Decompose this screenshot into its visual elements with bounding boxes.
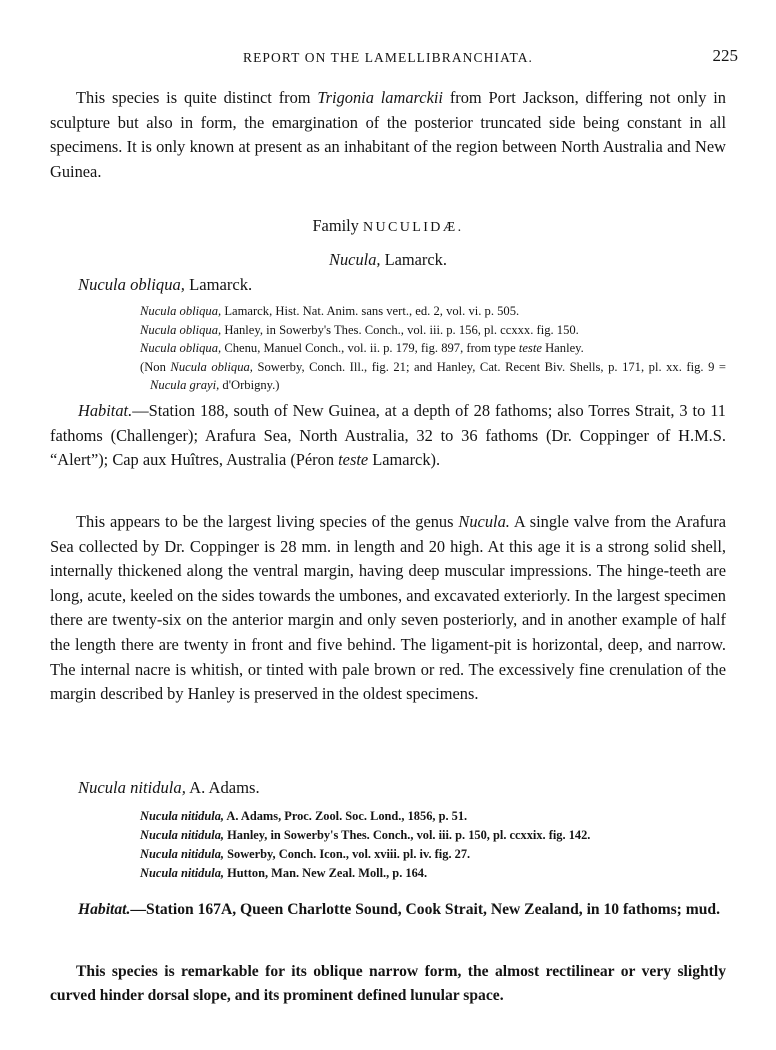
species-author: A. Adams. (185, 778, 260, 797)
habitat-text: —Station 188, south of New Guinea, at a depth of 28 fathoms; also Torres Strait, 3 to 11 fathoms (Challenger); Arafura Sea, North Australia, 32 to 36 fathoms (Dr. Coppinger of H.M.S. “Alert”); Cap aux Huîtres, Australia (Péron (50, 401, 726, 470)
synonymy-non-entry (140, 358, 726, 395)
genus-name: Nucula, (329, 250, 381, 269)
synonym-reference: Lamarck, Hist. Nat. Anim. sans vert., ed. 2, vol. vi. p. 505. (221, 304, 520, 318)
species-name: Nucula nitidula, (78, 778, 186, 797)
species-author: Lamarck. (184, 275, 253, 294)
synonym-reference: Sowerby, Conch. Icon., vol. xviii. pl. iv. fig. 27. (224, 847, 471, 861)
synonymy-entry (140, 302, 726, 321)
species-heading-nitidula (78, 778, 260, 798)
description-text-start: This appears to be the largest living species of the genus (76, 512, 459, 531)
habitat-obliqua (50, 399, 726, 473)
synonym-name: Nucula nitidula, (140, 847, 225, 861)
genus-author: Lamarck. (380, 250, 447, 269)
synonymy-entry (140, 321, 726, 340)
habitat-label: Habitat. (78, 901, 131, 918)
synonymy-entry (140, 826, 726, 845)
habitat-text: —Station 167A, Queen Charlotte Sound, Cook Strait, New Zealand, in 10 fathoms; mud. (130, 901, 720, 918)
description-text-end: A single valve from the Arafura Sea collected by Dr. Coppinger is 28 mm. in length and 20 high. At this age it is a strong solid shell, internally thickened along the ventral margin, having deep muscular impressions. The hinge-teeth are long, acute, keeled on the sides towards the umbones, and excavated exteriorly. In the largest specimen there are twenty-six on the anterior margin and only seven posteriorly, and in another example of half the length there are twenty in front and five behind. The ligament-pit is horizontal, deep, and narrow. The internal nacre is whitish, or tinted with pale brown or red. The excessively fine crenulation of the margin described by Hanley is preserved in the oldest specimens. (50, 512, 726, 704)
synonym-reference: Hanley, in Sowerby's Thes. Conch., vol. iii. p. 156, pl. ccxxx. fig. 150. (221, 322, 579, 337)
intro-text-end: from Port Jackson, differing not only in sculpture but also in form, the emargination of the posterior truncated side being constant in all specimens. It is only known at present as an inhabitant of the region between North Australia and New Guinea. (50, 88, 726, 181)
running-title: REPORT ON THE LAMELLIBRANCHIATA. (242, 50, 534, 65)
non-open: (Non (140, 359, 171, 374)
synonym-name: Nucula nitidula, (140, 809, 225, 823)
species-name: Nucula obliqua, (78, 275, 185, 294)
intro-species-name: Trigonia lamarckii (317, 88, 443, 107)
intro-text-start: This species is quite distinct from (76, 88, 318, 107)
genus-heading (0, 250, 776, 270)
synonym-teste: teste (518, 341, 542, 356)
synonymy-entry (140, 339, 726, 358)
family-name: NUCULIDÆ. (363, 220, 464, 235)
synonym-name: Nucula obliqua, (140, 341, 222, 356)
synonym-name: Nucula nitidula, (140, 866, 225, 880)
description-nitidula: This species is remarkable for its oblique narrow form, the almost rectilinear or very slightly curved hinder dorsal slope, and its prominent defined lunular space. (50, 963, 726, 1004)
synonymy-entry (140, 807, 726, 826)
habitat-label: Habitat. (78, 401, 133, 420)
synonym-reference: A. Adams, Proc. Zool. Soc. Lond., 1856, p. 51. (224, 809, 468, 823)
synonym-name: Nucula obliqua, (140, 304, 222, 318)
synonymy-list-obliqua (140, 302, 726, 395)
species-heading-obliqua (78, 275, 252, 295)
non-species-name-2: Nucula grayi, (150, 378, 220, 393)
synonymy-list-nitidula (140, 807, 726, 883)
page-number: 225 (712, 46, 738, 65)
synonym-name: Nucula obliqua, (140, 322, 222, 337)
synonym-reference: Hutton, Man. New Zeal. Moll., p. 164. (224, 866, 428, 880)
family-word: Family (312, 216, 359, 235)
family-heading (0, 216, 776, 236)
description-genus-name: Nucula. (458, 512, 510, 531)
synonymy-entry (140, 845, 726, 864)
non-reference: Sowerby, Conch. Ill., fig. 21; and Hanley, Cat. Recent Biv. Shells, p. 171, pl. xx. fig. 9 = (252, 359, 726, 374)
non-species-name: Nucula obliqua, (170, 359, 253, 374)
habitat-text-end: Lamarck). (368, 450, 441, 470)
non-reference-end: d'Orbigny.) (219, 378, 280, 393)
habitat-nitidula (50, 898, 726, 922)
intro-paragraph (50, 86, 726, 184)
synonym-name: Nucula nitidula, (140, 828, 225, 842)
description-obliqua (50, 510, 726, 707)
synonym-reference-end: Hanley. (541, 341, 584, 356)
synonym-reference: Hanley, in Sowerby's Thes. Conch., vol. iii. p. 150, pl. ccxxix. fig. 142. (224, 828, 591, 842)
running-head (0, 46, 776, 68)
habitat-teste: teste (338, 450, 369, 470)
synonymy-entry (140, 864, 726, 883)
synonym-reference: Chenu, Manuel Conch., vol. ii. p. 179, fig. 897, from type (221, 341, 519, 356)
